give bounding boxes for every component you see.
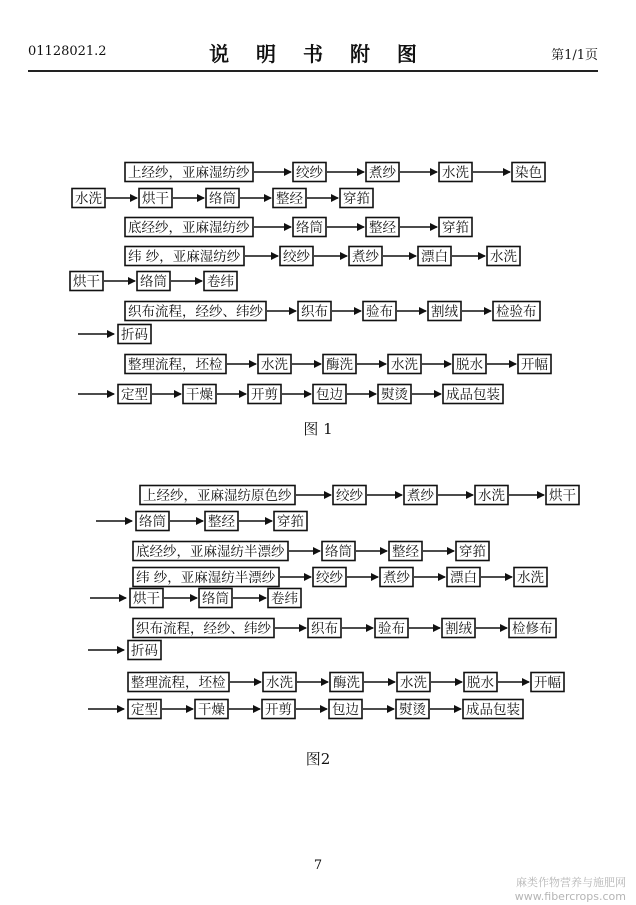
process-step-label: 水洗 — [391, 357, 418, 373]
process-step-label: 煮纱 — [352, 249, 379, 265]
process-step-label: 络筒 — [139, 514, 166, 530]
process-step-label: 卷纬 — [271, 591, 298, 607]
process-step-label: 包边 — [316, 387, 343, 403]
process-step-label: 络筒 — [209, 191, 236, 207]
page-number: 7 — [313, 858, 323, 873]
page-title: 说 明 书 附 图 — [209, 42, 427, 66]
process-step-label: 织布 — [301, 304, 328, 320]
process-step-label: 割绒 — [431, 304, 458, 320]
process-step-label: 整经 — [208, 514, 235, 530]
process-step-label: 烘干 — [549, 488, 576, 504]
process-step-label: 绞纱 — [283, 249, 310, 265]
process-step-label: 整经 — [276, 191, 303, 207]
document-number: 01128021.2 — [28, 44, 107, 59]
process-step-label: 脱水 — [467, 675, 494, 691]
process-step-label: 水洗 — [75, 191, 102, 207]
figure-2-flowchart — [88, 486, 579, 719]
watermark-site-name: 麻类作物营养与施肥网 — [516, 876, 626, 889]
process-step-label: 煮纱 — [369, 165, 396, 181]
process-step-label: 穿筘 — [343, 191, 370, 207]
process-step-label: 水洗 — [517, 570, 544, 586]
process-step-label: 定型 — [131, 702, 158, 718]
process-step-label: 开幅 — [521, 357, 548, 373]
process-step-label: 烘干 — [73, 274, 100, 290]
process-step-label: 定型 — [121, 387, 148, 403]
process-step-label: 织布流程，经纱、纬纱 — [128, 304, 263, 320]
process-step-label: 开剪 — [251, 387, 278, 403]
process-step-label: 折码 — [131, 643, 158, 659]
process-step-label: 烘干 — [133, 591, 160, 607]
process-step-label: 水洗 — [490, 249, 517, 265]
process-step-label: 绞纱 — [316, 570, 343, 586]
process-step-label: 水洗 — [478, 488, 505, 504]
process-step-label: 漂白 — [421, 249, 448, 265]
process-step-label: 酶洗 — [326, 357, 353, 373]
page-indicator: 第1/1页 — [551, 48, 598, 63]
process-step-label: 检修布 — [512, 621, 553, 637]
process-step-label: 纬 纱，亚麻湿纺纱 — [128, 249, 241, 265]
process-step-label: 水洗 — [261, 357, 288, 373]
process-step-label: 开幅 — [534, 675, 561, 691]
process-step-label: 卷纬 — [207, 274, 234, 290]
process-step-label: 水洗 — [266, 675, 293, 691]
process-step-label: 折码 — [121, 327, 148, 343]
process-step-label: 络筒 — [202, 591, 229, 607]
process-step-label: 开剪 — [265, 702, 292, 718]
watermark — [515, 876, 626, 904]
process-step-label: 验布 — [378, 621, 405, 637]
process-step-label: 络筒 — [140, 274, 167, 290]
process-step-label: 纬 纱，亚麻湿纺半漂纱 — [136, 570, 276, 586]
process-step-label: 干燥 — [186, 387, 213, 403]
figure-1-flowchart — [70, 163, 551, 404]
process-step-label: 干燥 — [198, 702, 225, 718]
process-step-label: 底经纱，亚麻湿纺半漂纱 — [136, 544, 285, 560]
process-step-label: 穿筘 — [442, 220, 469, 236]
process-step-label: 织布流程，经纱、纬纱 — [136, 621, 271, 637]
process-step-label: 水洗 — [442, 165, 469, 181]
process-step-label: 检验布 — [496, 304, 537, 320]
process-step-label: 熨烫 — [381, 387, 408, 403]
process-step-label: 整经 — [369, 220, 396, 236]
process-step-label: 漂白 — [450, 570, 477, 586]
process-step-label: 穿筘 — [277, 514, 304, 530]
process-step-label: 整经 — [392, 544, 419, 560]
figure-2-caption: 图2 — [305, 750, 331, 768]
process-step-label: 酶洗 — [333, 675, 360, 691]
process-step-label: 包边 — [332, 702, 359, 718]
process-step-label: 割绒 — [445, 621, 472, 637]
process-step-label: 上经纱，亚麻湿纺原色纱 — [143, 488, 292, 504]
process-step-label: 煮纱 — [383, 570, 410, 586]
process-step-label: 熨烫 — [399, 702, 426, 718]
process-step-label: 整理流程，坯检 — [131, 675, 226, 691]
process-step-label: 绞纱 — [296, 165, 323, 181]
process-step-label: 成品包装 — [466, 702, 520, 718]
process-step-label: 绞纱 — [336, 488, 363, 504]
figure-1-caption: 图 1 — [303, 420, 333, 438]
watermark-url: www.fibercrops.com — [514, 890, 626, 903]
process-step-label: 织布 — [311, 621, 338, 637]
process-step-label: 脱水 — [456, 357, 483, 373]
process-step-label: 络筒 — [296, 220, 323, 236]
process-step-label: 底经纱，亚麻湿纺纱 — [128, 220, 250, 236]
process-step-label: 水洗 — [400, 675, 427, 691]
process-step-label: 染色 — [515, 165, 542, 181]
process-step-label: 络筒 — [325, 544, 352, 560]
process-step-label: 穿筘 — [459, 544, 486, 560]
process-step-label: 成品包装 — [446, 387, 500, 403]
process-step-label: 烘干 — [142, 191, 169, 207]
process-step-label: 煮纱 — [407, 488, 434, 504]
process-step-label: 上经纱，亚麻湿纺纱 — [128, 165, 250, 181]
process-step-label: 验布 — [366, 304, 393, 320]
process-step-label: 整理流程，坯检 — [128, 357, 223, 373]
